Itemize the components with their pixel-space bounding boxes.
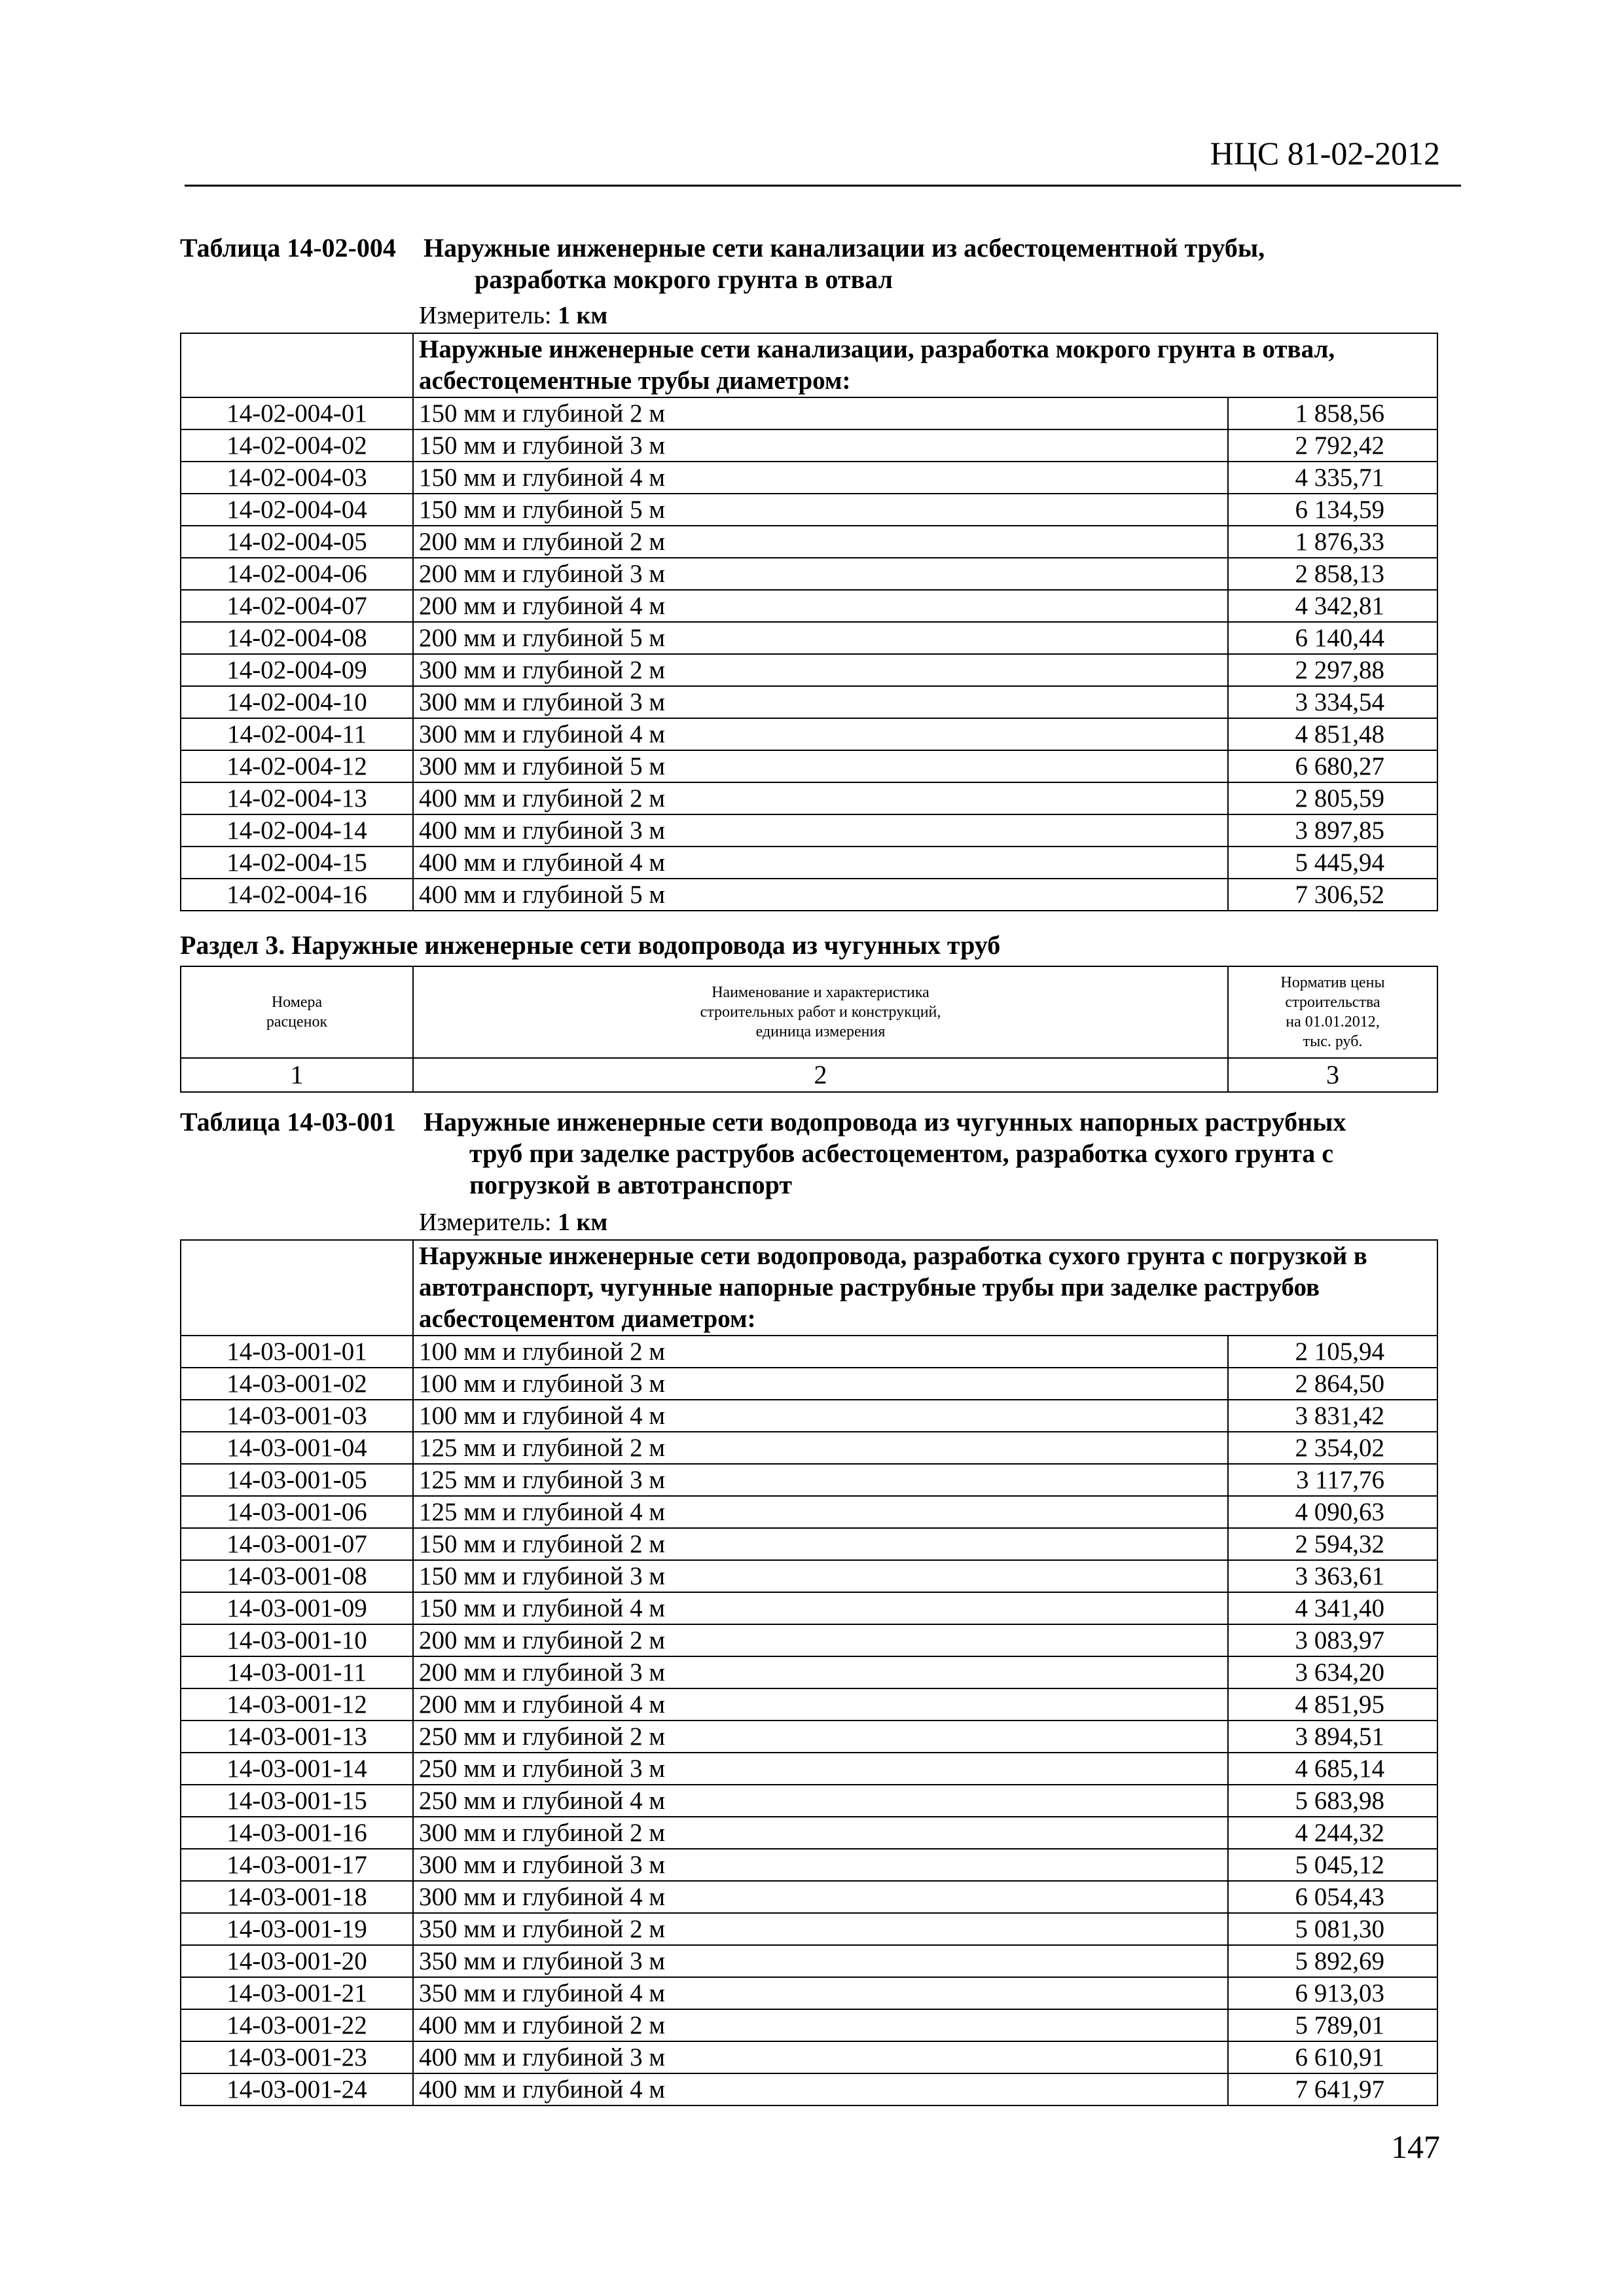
rate-description: 100 мм и глубиной 4 м xyxy=(413,1400,1228,1432)
rate-price: 4 851,95 xyxy=(1228,1688,1437,1721)
rate-code: 14-03-001-13 xyxy=(181,1721,413,1753)
rate-price: 6 680,27 xyxy=(1228,750,1437,782)
table-row xyxy=(181,2073,1437,2105)
rate-description: 400 мм и глубиной 2 м xyxy=(413,782,1228,814)
rate-price: 5 789,01 xyxy=(1228,2009,1437,2041)
table-row xyxy=(181,1432,1437,1464)
rate-description: 200 мм и глубиной 5 м xyxy=(413,622,1228,654)
rate-price: 2 297,88 xyxy=(1228,654,1437,686)
table-row xyxy=(181,686,1437,718)
rate-code: 14-03-001-24 xyxy=(181,2073,413,2105)
rate-code: 14-03-001-08 xyxy=(181,1560,413,1592)
rate-price: 2 105,94 xyxy=(1228,1336,1437,1368)
rate-code: 14-02-004-14 xyxy=(181,814,413,847)
col1-number: 1 xyxy=(181,1058,413,1092)
rate-code: 14-03-001-15 xyxy=(181,1785,413,1817)
rate-code: 14-02-004-04 xyxy=(181,494,413,526)
rate-description: 200 мм и глубиной 2 м xyxy=(413,1624,1228,1656)
rate-description: 400 мм и глубиной 3 м xyxy=(413,2041,1228,2073)
table-row xyxy=(181,1592,1437,1624)
rate-description: 300 мм и глубиной 5 м xyxy=(413,750,1228,782)
rate-description: 300 мм и глубиной 4 м xyxy=(413,1881,1228,1913)
rate-description: 350 мм и глубиной 2 м xyxy=(413,1913,1228,1945)
table-row xyxy=(181,1721,1437,1753)
table-row xyxy=(181,750,1437,782)
rate-code: 14-03-001-06 xyxy=(181,1496,413,1528)
table1-title xyxy=(180,232,1265,295)
rate-description: 150 мм и глубиной 4 м xyxy=(413,1592,1228,1624)
table-row xyxy=(181,1368,1437,1400)
document-code: НЦС 81-02-2012 xyxy=(1210,135,1440,172)
rate-description: 300 мм и глубиной 2 м xyxy=(413,654,1228,686)
rate-price: 2 858,13 xyxy=(1228,558,1437,590)
rate-description: 400 мм и глубиной 4 м xyxy=(413,2073,1228,2105)
rate-code: 14-03-001-19 xyxy=(181,1913,413,1945)
table-row xyxy=(181,1785,1437,1817)
table-row xyxy=(181,879,1437,911)
table2-grid xyxy=(180,1239,1438,2106)
rate-description: 150 мм и глубиной 4 м xyxy=(413,462,1228,494)
table2-meter xyxy=(419,1208,607,1237)
rate-code: 14-03-001-09 xyxy=(181,1592,413,1624)
rate-code: 14-03-001-17 xyxy=(181,1849,413,1881)
rate-price: 4 090,63 xyxy=(1228,1496,1437,1528)
section-title: Раздел 3. Наружные инженерные сети водопровода из чугунных труб xyxy=(180,930,1001,960)
col1-header: Номера расценок xyxy=(181,966,413,1058)
table-row xyxy=(181,2009,1437,2041)
rate-code: 14-03-001-23 xyxy=(181,2041,413,2073)
rate-price: 5 045,12 xyxy=(1228,1849,1437,1881)
rate-code: 14-03-001-12 xyxy=(181,1688,413,1721)
table2-meter-value: 1 км xyxy=(558,1209,608,1236)
rate-code: 14-03-001-21 xyxy=(181,1977,413,2009)
rate-description: 250 мм и глубиной 3 м xyxy=(413,1753,1228,1785)
rate-description: 100 мм и глубиной 3 м xyxy=(413,1368,1228,1400)
table-row xyxy=(181,526,1437,558)
rate-code: 14-03-001-18 xyxy=(181,1881,413,1913)
table2-group-row xyxy=(181,1240,1437,1336)
rate-price: 2 864,50 xyxy=(1228,1368,1437,1400)
table-row xyxy=(181,590,1437,622)
rate-description: 350 мм и глубиной 3 м xyxy=(413,1945,1228,1977)
rate-code: 14-02-004-01 xyxy=(181,397,413,429)
table-row xyxy=(181,1913,1437,1945)
table-row xyxy=(181,397,1437,429)
rate-price: 3 897,85 xyxy=(1228,814,1437,847)
rate-description: 400 мм и глубиной 5 м xyxy=(413,879,1228,911)
table-row xyxy=(181,2041,1437,2073)
table1-label: Таблица 14-02-004 xyxy=(180,233,396,263)
table-row xyxy=(181,1881,1437,1913)
rate-description: 400 мм и глубиной 4 м xyxy=(413,847,1228,879)
table-row xyxy=(181,1496,1437,1528)
rate-price: 4 685,14 xyxy=(1228,1753,1437,1785)
table2-title xyxy=(180,1106,1346,1201)
rate-code: 14-02-004-13 xyxy=(181,782,413,814)
table2-meter-label: Измеритель: xyxy=(419,1209,552,1236)
table2-group-empty xyxy=(181,1240,413,1336)
rate-price: 5 445,94 xyxy=(1228,847,1437,879)
rate-description: 150 мм и глубиной 2 м xyxy=(413,1528,1228,1560)
rate-code: 14-02-004-02 xyxy=(181,429,413,462)
table1-title-line2: разработка мокрого грунта в отвал xyxy=(475,264,893,294)
rate-price: 3 831,42 xyxy=(1228,1400,1437,1432)
rate-description: 200 мм и глубиной 3 м xyxy=(413,558,1228,590)
col2-header: Наименование и характеристика строительных работ и конструкций, единица измерения xyxy=(413,966,1228,1058)
rate-description: 300 мм и глубиной 3 м xyxy=(413,686,1228,718)
rate-price: 3 363,61 xyxy=(1228,1560,1437,1592)
rate-code: 14-03-001-05 xyxy=(181,1464,413,1496)
rate-description: 125 мм и глубиной 2 м xyxy=(413,1432,1228,1464)
rate-price: 7 641,97 xyxy=(1228,2073,1437,2105)
rate-code: 14-03-001-02 xyxy=(181,1368,413,1400)
rate-price: 3 117,76 xyxy=(1228,1464,1437,1496)
page-number: 147 xyxy=(1391,2128,1440,2165)
rate-description: 250 мм и глубиной 4 м xyxy=(413,1785,1228,1817)
col3-header: Норматив цены строительства на 01.01.2012, тыс. руб. xyxy=(1228,966,1437,1058)
table-row xyxy=(181,1336,1437,1368)
table-row xyxy=(181,462,1437,494)
section-header-table xyxy=(180,966,1438,1093)
table1-meter-value: 1 км xyxy=(558,302,608,329)
rate-description: 200 мм и глубиной 2 м xyxy=(413,526,1228,558)
rate-price: 6 134,59 xyxy=(1228,494,1437,526)
table-row xyxy=(181,1945,1437,1977)
rate-price: 3 334,54 xyxy=(1228,686,1437,718)
rate-code: 14-03-001-14 xyxy=(181,1753,413,1785)
rate-description: 125 мм и глубиной 3 м xyxy=(413,1464,1228,1496)
rate-description: 150 мм и глубиной 5 м xyxy=(413,494,1228,526)
rate-code: 14-03-001-01 xyxy=(181,1336,413,1368)
table1-group-empty xyxy=(181,333,413,397)
rate-code: 14-03-001-11 xyxy=(181,1656,413,1688)
rate-description: 300 мм и глубиной 4 м xyxy=(413,718,1228,750)
table-row xyxy=(181,429,1437,462)
rate-code: 14-02-004-10 xyxy=(181,686,413,718)
rate-code: 14-02-004-16 xyxy=(181,879,413,911)
rate-code: 14-02-004-05 xyxy=(181,526,413,558)
rate-description: 150 мм и глубиной 3 м xyxy=(413,429,1228,462)
rate-code: 14-02-004-08 xyxy=(181,622,413,654)
table-row xyxy=(181,654,1437,686)
rate-code: 14-03-001-07 xyxy=(181,1528,413,1560)
rate-code: 14-02-004-15 xyxy=(181,847,413,879)
rate-price: 6 140,44 xyxy=(1228,622,1437,654)
table-row xyxy=(181,1528,1437,1560)
rate-price: 2 594,32 xyxy=(1228,1528,1437,1560)
table-row xyxy=(181,1817,1437,1849)
rate-price: 4 342,81 xyxy=(1228,590,1437,622)
table2-label: Таблица 14-03-001 xyxy=(180,1107,396,1137)
table1-title-line1: Наружные инженерные сети канализации из асбестоцементной трубы, xyxy=(424,233,1265,263)
rate-description: 400 мм и глубиной 3 м xyxy=(413,814,1228,847)
table1-meter-label: Измеритель: xyxy=(419,302,552,329)
table-row xyxy=(181,1400,1437,1432)
rate-description: 150 мм и глубиной 3 м xyxy=(413,1560,1228,1592)
table1-group-row xyxy=(181,333,1437,397)
table-row xyxy=(181,494,1437,526)
rate-code: 14-02-004-11 xyxy=(181,718,413,750)
table1-meter xyxy=(419,301,607,330)
rate-code: 14-03-001-10 xyxy=(181,1624,413,1656)
rate-code: 14-03-001-04 xyxy=(181,1432,413,1464)
rate-description: 250 мм и глубиной 2 м xyxy=(413,1721,1228,1753)
rate-description: 125 мм и глубиной 4 м xyxy=(413,1496,1228,1528)
rate-code: 14-02-004-03 xyxy=(181,462,413,494)
rate-description: 200 мм и глубиной 4 м xyxy=(413,590,1228,622)
table-row xyxy=(181,558,1437,590)
rate-price: 4 341,40 xyxy=(1228,1592,1437,1624)
rate-description: 400 мм и глубиной 2 м xyxy=(413,2009,1228,2041)
header-rule xyxy=(185,185,1461,187)
rate-price: 6 913,03 xyxy=(1228,1977,1437,2009)
rate-price: 4 851,48 xyxy=(1228,718,1437,750)
rate-code: 14-03-001-16 xyxy=(181,1817,413,1849)
table-row xyxy=(181,1849,1437,1881)
table-row xyxy=(181,622,1437,654)
table-row xyxy=(181,1560,1437,1592)
col3-number: 3 xyxy=(1228,1058,1437,1092)
table2-title-line2: труб при заделке раструбов асбестоцементом, разработка сухого грунта с xyxy=(469,1139,1333,1168)
col2-number: 2 xyxy=(413,1058,1228,1092)
rate-description: 200 мм и глубиной 3 м xyxy=(413,1656,1228,1688)
table-row xyxy=(181,1624,1437,1656)
rate-code: 14-02-004-09 xyxy=(181,654,413,686)
rate-code: 14-03-001-20 xyxy=(181,1945,413,1977)
rate-price: 4 335,71 xyxy=(1228,462,1437,494)
rate-code: 14-03-001-03 xyxy=(181,1400,413,1432)
rate-price: 2 354,02 xyxy=(1228,1432,1437,1464)
rate-price: 5 892,69 xyxy=(1228,1945,1437,1977)
rate-price: 4 244,32 xyxy=(1228,1817,1437,1849)
table-row xyxy=(181,1753,1437,1785)
table2-title-line3: погрузкой в автотранспорт xyxy=(469,1170,792,1199)
rate-price: 2 792,42 xyxy=(1228,429,1437,462)
table-row xyxy=(181,847,1437,879)
rate-price: 5 081,30 xyxy=(1228,1913,1437,1945)
rate-code: 14-03-001-22 xyxy=(181,2009,413,2041)
table-row xyxy=(181,1977,1437,2009)
rate-description: 200 мм и глубиной 4 м xyxy=(413,1688,1228,1721)
rate-code: 14-02-004-06 xyxy=(181,558,413,590)
rate-price: 3 894,51 xyxy=(1228,1721,1437,1753)
rate-price: 3 634,20 xyxy=(1228,1656,1437,1688)
rate-description: 150 мм и глубиной 2 м xyxy=(413,397,1228,429)
rate-price: 1 876,33 xyxy=(1228,526,1437,558)
table-row xyxy=(181,718,1437,750)
table2-title-line1: Наружные инженерные сети водопровода из чугунных напорных раструбных xyxy=(424,1107,1346,1137)
table-row xyxy=(181,814,1437,847)
rate-price: 6 610,91 xyxy=(1228,2041,1437,2073)
rate-description: 100 мм и глубиной 2 м xyxy=(413,1336,1228,1368)
rate-code: 14-02-004-07 xyxy=(181,590,413,622)
table-row xyxy=(181,1464,1437,1496)
rate-price: 7 306,52 xyxy=(1228,879,1437,911)
rate-price: 3 083,97 xyxy=(1228,1624,1437,1656)
rate-description: 300 мм и глубиной 3 м xyxy=(413,1849,1228,1881)
table1-group-text: Наружные инженерные сети канализации, разработка мокрого грунта в отвал, асбестоцементные трубы диаметром: xyxy=(413,333,1437,397)
rate-code: 14-02-004-12 xyxy=(181,750,413,782)
table2-group-text: Наружные инженерные сети водопровода, разработка сухого грунта с погрузкой в автотранспорт, чугунные напорные раструбные трубы при заделке раструбов асбестоцементом диаметром: xyxy=(413,1240,1437,1336)
table-row xyxy=(181,1688,1437,1721)
rate-description: 350 мм и глубиной 4 м xyxy=(413,1977,1228,2009)
rate-price: 5 683,98 xyxy=(1228,1785,1437,1817)
table-row xyxy=(181,1656,1437,1688)
rate-description: 300 мм и глубиной 2 м xyxy=(413,1817,1228,1849)
rate-price: 1 858,56 xyxy=(1228,397,1437,429)
table1-grid xyxy=(180,333,1438,911)
table-row xyxy=(181,782,1437,814)
rate-price: 6 054,43 xyxy=(1228,1881,1437,1913)
rate-price: 2 805,59 xyxy=(1228,782,1437,814)
